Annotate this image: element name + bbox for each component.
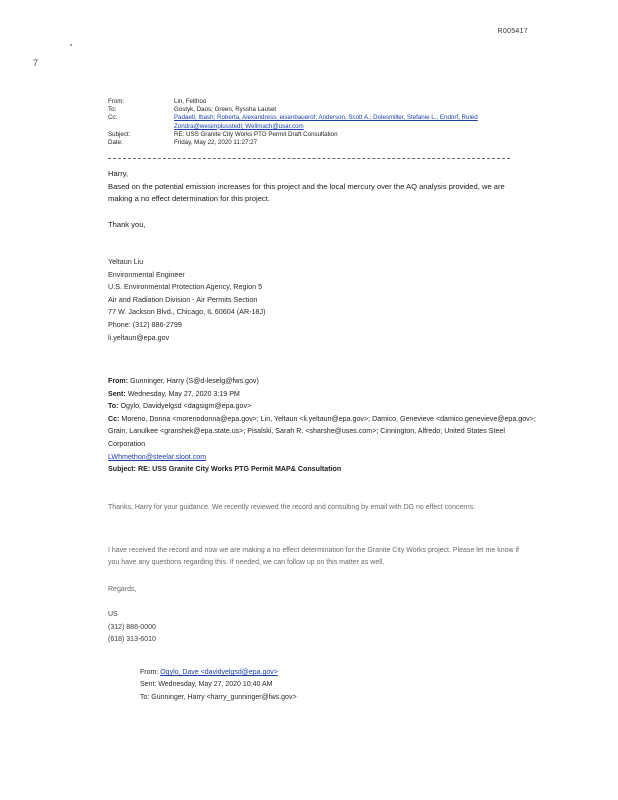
fwd-to-row: To: Ogylo, Davidyelgsd <dagsigm@epa.gov>: [108, 402, 252, 411]
greeting: Harry,: [108, 169, 129, 178]
signature-name: Yeltaun Liu: [108, 257, 144, 266]
signature-phone: Phone: (312) 886-2799: [108, 319, 182, 329]
header-from-row: [108, 98, 508, 106]
fwd-sent-row: Sent: Wednesday, May 27, 2020 3:19 PM: [108, 389, 240, 398]
body-paragraph: Based on the potential emission increases for this project and the local mercury over the AQ analysis provided, we are making a no effect determination for this project.: [108, 182, 505, 204]
margin-mark: 7: [33, 58, 39, 68]
header-cc-value-2[interactable]: Zondra@wesimplusstedl; Wellmach@usar.com: [174, 122, 304, 130]
fwd2-sent-value: Wednesday, May 27, 2020 10:40 AM: [158, 681, 273, 689]
fwd-cc-row: Cc: Moreno, Donna <morenodonna@epa.gov>; Lin, Yeltaun <li.yeltaun@epa.gov>; Damico, Genevieve <damico.genevieve@epa.gov>; Grain, Lanulkee <granshek@epa.state.us>; Pisalski, Sarah R. <sharshe@uses.com>; Cinnington, Alfredo; United States Steel Corporation: [108, 414, 536, 448]
signature-email[interactable]: li.yeltaun@epa.gov: [108, 332, 170, 342]
header-cc-row-2: [108, 123, 508, 131]
fwd-cc-value-2: R. <sharshe@uses.com>; Cinnington, Alfredo; United States Steel Corporation: [108, 427, 505, 448]
fwd-to-value: Ogylo, Davidyelgsd <dagsigm@epa.gov>: [120, 402, 252, 411]
header-cc-value[interactable]: Padaeti, Ibash; Roberta, Alexandress; eisenbauerof; Anderson, Scott A.; Dolesmiller, Stefanie L.; Endorf, Ruled: [174, 114, 478, 122]
signature-address: 77 W. Jackson Blvd., Chicago, IL 60604 (AR-18J): [108, 307, 266, 317]
fwd-cc-link[interactable]: LWhmethon@steelar.sloot.com: [108, 452, 207, 461]
faint-paragraph-1: Thanks, Harry for your guidance. We recently reviewed the record and consulting by email with DG no effect concerns.: [108, 504, 476, 511]
thanks-line: Thank you,: [108, 220, 146, 229]
fwd-subject-value: RE: USS Granite City Works PTG Permit MAP& Consultation: [137, 465, 342, 474]
header-from-label: From:: [108, 98, 125, 105]
contact-initials: US: [108, 611, 118, 618]
fwd-from-value: Gunninger, Harry (S@d-leselg@fws.gov): [130, 377, 259, 385]
signature-title: Environmental Engineer: [108, 269, 185, 279]
scan-speck: [70, 44, 72, 46]
fwd-cc-value: Moreno, Donna <morenodonna@epa.gov>; Lin, Yeltaun <li.yeltaun@epa.gov>; Damico, Genevieve <damico.genevieve@epa.gov>; Grain, Lanulkee <granshek@epa.state.us>; Pisalski, Sarah: [108, 414, 536, 436]
header-date-value: Friday, May 22, 2020 11:27:27: [174, 139, 258, 147]
header-to-label: To:: [108, 106, 117, 114]
forwarded-header: [108, 375, 538, 476]
header-subject-label: Subject:: [108, 130, 131, 138]
contact-phone-2: (618) 313-6010: [108, 636, 156, 644]
header-subject-row: [108, 131, 508, 139]
signature-division: Air and Radiation Division - Air Permits Section: [108, 294, 258, 304]
fwd2-sent-row: Sent: Wednesday, May 27, 2020 10:40 AM: [140, 681, 273, 689]
bates-number: R005417: [497, 28, 528, 35]
header-date-label: Date:: [108, 139, 123, 147]
faint-paragraph-2: I have received the record and now we are making a no effect determination for the Granite City Works project. Please let me know if you have any questions regarding this. If needed, we can follow up on this matter as well.: [108, 547, 520, 567]
faint-sign-off: Regards,: [108, 586, 137, 593]
header-from-value: Lin, Felthoo: [174, 98, 207, 105]
header-subject-value: RE: USS Granite City Works PTG Permit Draft Consultation: [174, 130, 338, 138]
contact-phone-1: (312) 886-0000: [108, 623, 156, 631]
header-divider: [108, 158, 510, 159]
fwd-cc-link-row: [108, 451, 538, 464]
signature-block: [108, 256, 266, 344]
fwd2-to-row: To: Gunninger, Harry <harry_gunninger@fws.gov>: [140, 693, 297, 701]
header-to-row: [108, 106, 508, 114]
fwd2-from-row: From: Ogylo, Dave <davidyelgsd@epa.gov>: [140, 669, 278, 676]
email-header: [108, 98, 508, 147]
header-cc-row: [108, 114, 508, 122]
signature-org: U.S. Environmental Protection Agency, Region 5: [108, 282, 263, 292]
fwd-from-row: From: Gunninger, Harry (S@d-leselg@fws.gov): [108, 377, 259, 385]
fwd-sent-value: Wednesday, May 27, 2020 3:19 PM: [127, 389, 240, 398]
fwd2-to-value: Gunninger, Harry <harry_gunninger@fws.gov>: [151, 693, 297, 701]
fwd2-from-value[interactable]: Ogylo, Dave <davidyelgsd@epa.gov>: [160, 669, 278, 676]
fwd-subject-row: Subject: RE: USS Granite City Works PTG Permit MAP& Consultation: [108, 465, 342, 474]
header-to-value: Gostyk, Daos; Green, Ryssha Lauset: [174, 106, 277, 114]
header-cc-label: Cc:: [108, 114, 118, 122]
header-date-row: [108, 139, 508, 147]
forwarded-header-2: [140, 667, 297, 704]
contact-block: [108, 609, 156, 647]
